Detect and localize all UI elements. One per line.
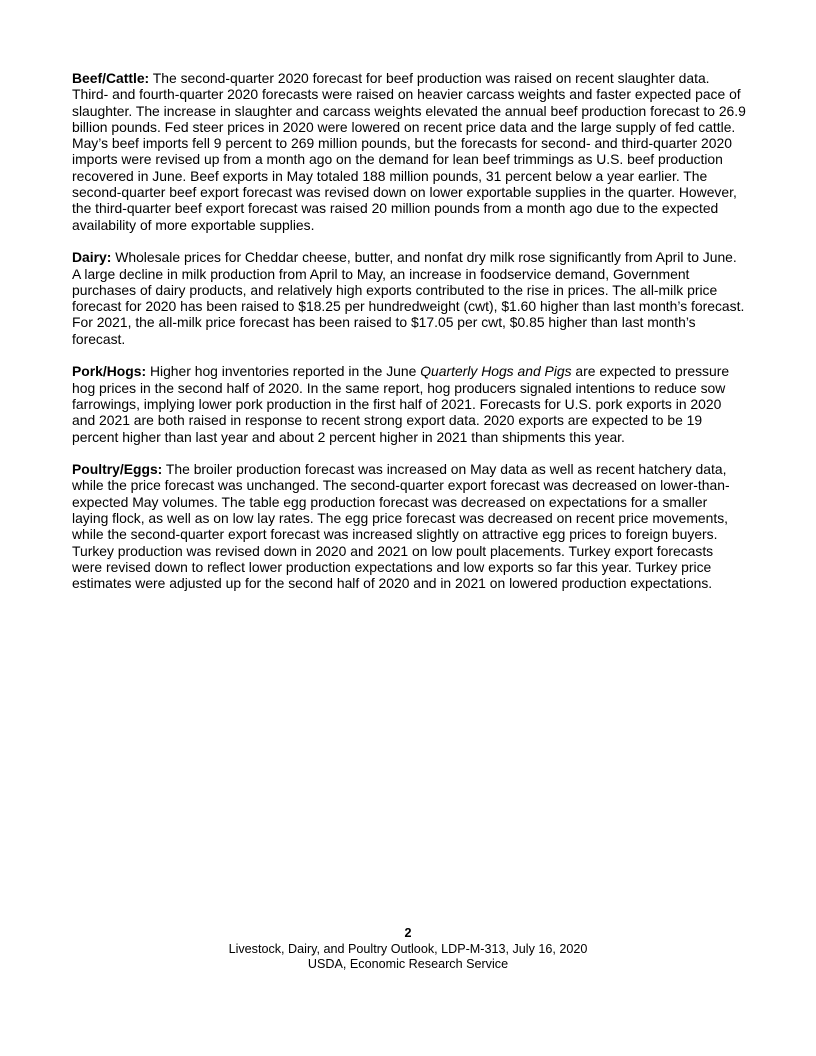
beef-cattle-text: The second-quarter 2020 forecast for beef production was raised on recent slaughter data. Third- and fourth-quarter 2020 forecasts were raised on heavier carcass weights and faster expected pace of slaughter. The increase in slaughter and carcass weights elevated the annual beef production forecast to 26.9 billion pounds. Fed steer prices in 2020 were lowered on recent price data and the large supply of fed cattle. May’s beef imports fell 9 percent to 269 million pounds, but the forecasts for second- and third-quarter 2020 imports were revised up from a month ago on the demand for lean beef trimmings as U.S. beef production recovered in June. Beef exports in May totaled 188 million pounds, 31 percent below a year earlier. The second-quarter beef export forecast was revised down on lower exportable supplies in the quarter. However, the third-quarter beef export forecast was raised 20 million pounds from a month ago due to the expected availability of more exportable supplies. <box>72 70 746 233</box>
dairy-paragraph <box>72 249 746 347</box>
pork-hogs-paragraph <box>72 363 746 444</box>
agency-line: USDA, Economic Research Service <box>307 957 509 971</box>
beef-cattle-heading: Beef/Cattle: <box>72 70 150 86</box>
poultry-eggs-text: The broiler production forecast was increased on May data as well as recent hatchery data, while the price forecast was unchanged. The second-quarter export forecast was decreased on lower-than-expected May volumes. The table egg production forecast was decreased on expectations for a smaller laying flock, as well as on low lay rates. The egg price forecast was decreased on recent price movements, while the second-quarter export forecast was increased slightly on attractive egg prices to foreign buyers. Turkey production was revised down in 2020 and 2021 on low poult placements. Turkey export forecasts were revised down to reflect lower production expectations and low exports so far this year. Turkey price estimates were adjusted up for the second half of 2020 and in 2021 on lowered production expectations. <box>72 461 730 592</box>
pork-hogs-text-after: are expected to pressure hog prices in the second half of 2020. In the same report, hog producers signaled intentions to reduce sow farrowings, implying lower pork production in the first half of 2021. Forecasts for U.S. pork exports in 2020 and 2021 are both raised in response to recent strong export data. 2020 exports are expected to be 19 percent higher than last year and about 2 percent higher in 2021 than shipments this year. <box>72 363 730 445</box>
beef-cattle-paragraph <box>72 70 746 233</box>
report-title-italic: Quarterly Hogs and Pigs <box>420 363 572 380</box>
pork-hogs-text-before: Higher hog inventories reported in the June <box>146 363 421 380</box>
poultry-eggs-heading: Poultry/Eggs: <box>72 461 163 478</box>
publication-line: Livestock, Dairy, and Poultry Outlook, LDP-M-313, July 16, 2020 <box>228 941 588 956</box>
poultry-eggs-paragraph <box>72 461 746 591</box>
dairy-heading: Dairy: <box>72 249 112 266</box>
page-number: 2 <box>404 926 412 940</box>
document-body <box>72 70 746 608</box>
dairy-text: Wholesale prices for Cheddar cheese, butter, and nonfat dry milk rose significantly from April to June. A large decline in milk production from April to May, an increase in foodservice demand, Government purchases of dairy products, and relatively high exports contributed to the rise in prices. The all-milk price forecast for 2020 has been raised to $18.25 per hundredweight (cwt), $1.60 higher than last month’s forecast. For 2021, the all-milk price forecast has been raised to $17.05 per cwt, $0.85 higher than last month’s forecast. <box>72 249 745 347</box>
pork-hogs-heading: Pork/Hogs: <box>72 363 147 380</box>
page-footer <box>0 926 816 973</box>
